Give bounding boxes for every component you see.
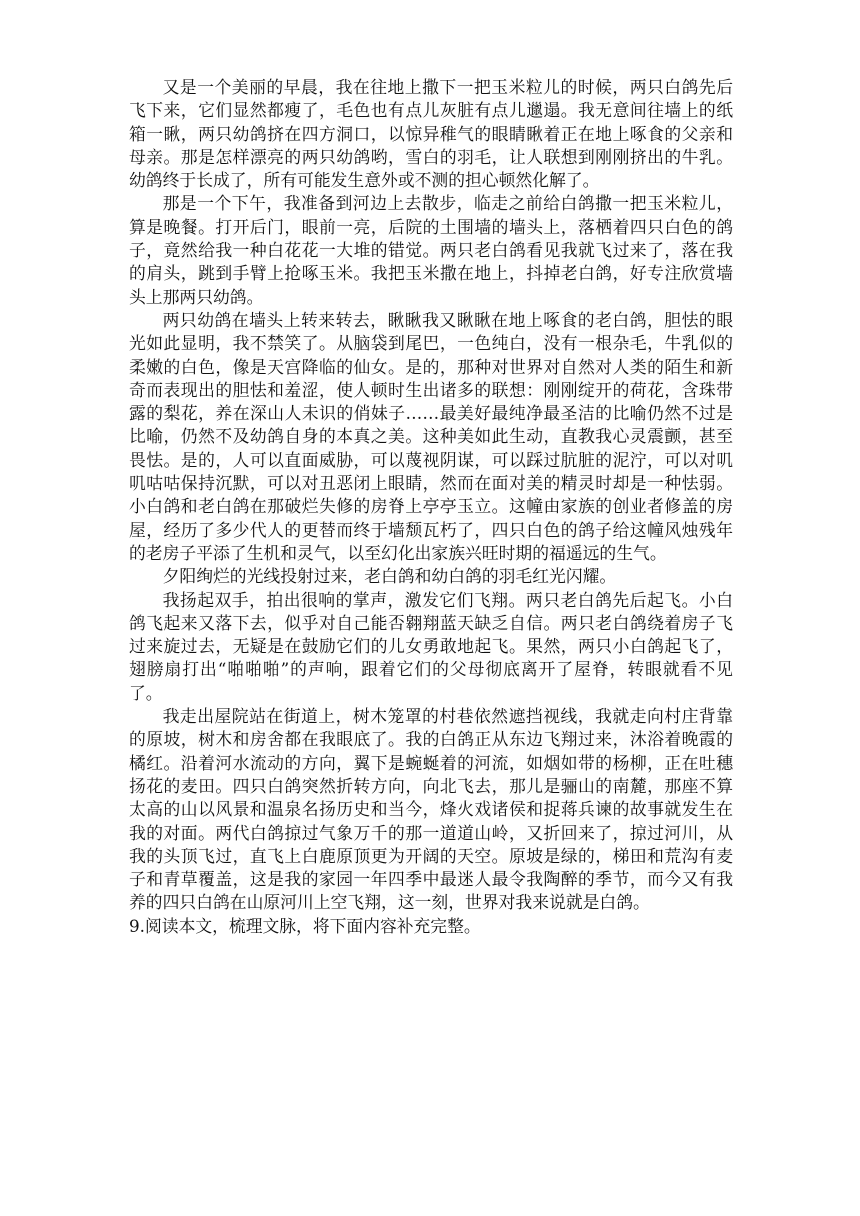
paragraph-3: 两只幼鸽在墙头上转来转去，瞅瞅我又瞅瞅在地上啄食的老白鸽，胆怯的眼光如此显明，我不禁笑了。从脑袋到尾巴，一色纯白，没有一根杂毛，牛乳似的柔嫩的白色，像是天宫降临的仙女。是的，那种对世界对自然对人类的陌生和新奇而表现出的胆怯和羞涩，使人顿时生出诸多的联想：刚刚绽开的荷花，含珠带露的梨花，养在深山人未识的俏妹子……最美好最纯净最圣洁的比喻仍然不过是比喻，仍然不及幼鸽自身的本真之美。这种美如此生动，直教我心灵震颤，甚至畏怯。是的，人可以直面威胁，可以蔑视阴谋，可以踩过肮脏的泥泞，可以对叽叽咕咕保持沉默，可以对丑恶闭上眼睛，然而在面对美的精灵时却是一种怯弱。小白鸽和老白鸽在那破烂失修的房脊上亭亭玉立。这幢由家族的创业者修盖的房屋，经历了多少代人的更替而终于墙颓瓦朽了，四只白色的鸽子给这幢风烛残年的老房子平添了生机和灵气，以至幻化出家族兴旺时期的福遥远的生气。	[129, 309, 733, 563]
paragraph-2: 那是一个下午，我准备到河边上去散步，临走之前给白鸽撒一把玉米粒儿，算是晚餐。打开后门，眼前一亮，后院的土围墙的墙头上，落栖着四只白色的鸽子，竟然给我一种白花花一大堆的错觉。两只老白鸽看见我就飞过来了，落在我的肩头，跳到手臂上抢啄玉米。我把玉米撒在地上，抖掉老白鸽，好专注欣赏墙头上那两只幼鸽。	[129, 193, 733, 307]
paragraph-4: 夕阳绚烂的光线投射过来，老白鸽和幼白鸽的羽毛红光闪耀。	[162, 566, 617, 587]
paragraph-6: 我走出屋院站在街道上，树木笼罩的村巷依然遮挡视线，我就走向村庄背靠的原坡，树木和房舍都在我眼底了。我的白鸽正从东边飞翔过来，沐浴着晚霞的橘红。沿着河水流动的方向，翼下是蜿蜒着的河流，如烟如带的杨柳，正在吐穗扬花的麦田。四只白鸽突然折转方向，向北飞去，那儿是骊山的南麓，那座不算太高的山以风景和温泉名扬历史和当今，烽火戏诸侯和捉蒋兵谏的故事就发生在我的对面。两代白鸽掠过气象万千的那一道道山岭，又折回来了，掠过河川，从我的头顶飞过，直飞上白鹿原顶更为开阔的天空。原坡是绿的，梯田和荒沟有麦子和青草覆盖，这是我的家园一年四季中最迷人最令我陶醉的季节，而今又有我养的四只白鸽在山原河川上空飞翔，这一刻，世界对我来说就是白鸽。	[129, 706, 733, 913]
document-page	[129, 76, 733, 938]
paragraph-1: 又是一个美丽的早晨，我在往地上撒下一把玉米粒儿的时候，两只白鸽先后飞下来，它们显然都瘦了，毛色也有点儿灰脏有点儿邋遢。我无意间往墙上的纸箱一瞅，两只幼鸽挤在四方洞口，以惊异稚气的眼睛瞅着正在地上啄食的父亲和母亲。那是怎样漂亮的两只幼鸽哟，雪白的羽毛，让人联想到刚刚挤出的牛乳。幼鸽终于长成了，所有可能发生意外或不测的担心顿然化解了。	[129, 77, 733, 191]
paragraph-5: 我扬起双手，拍出很响的掌声，激发它们飞翔。两只老白鸽先后起飞。小白鸽飞起来又落下去，似乎对自己能否翱翔蓝天缺乏自信。两只老白鸽绕着房子飞过来旋过去，无疑是在鼓励它们的儿女勇敢地起飞。果然，两只小白鸽起飞了，翅膀扇打出“啪啪啪”的声响，跟着它们的父母彻底离开了屋脊，转眼就看不见了。	[129, 589, 733, 703]
question-9: 9.阅读本文，梳理文脉，将下面内容补充完整。	[129, 915, 481, 936]
